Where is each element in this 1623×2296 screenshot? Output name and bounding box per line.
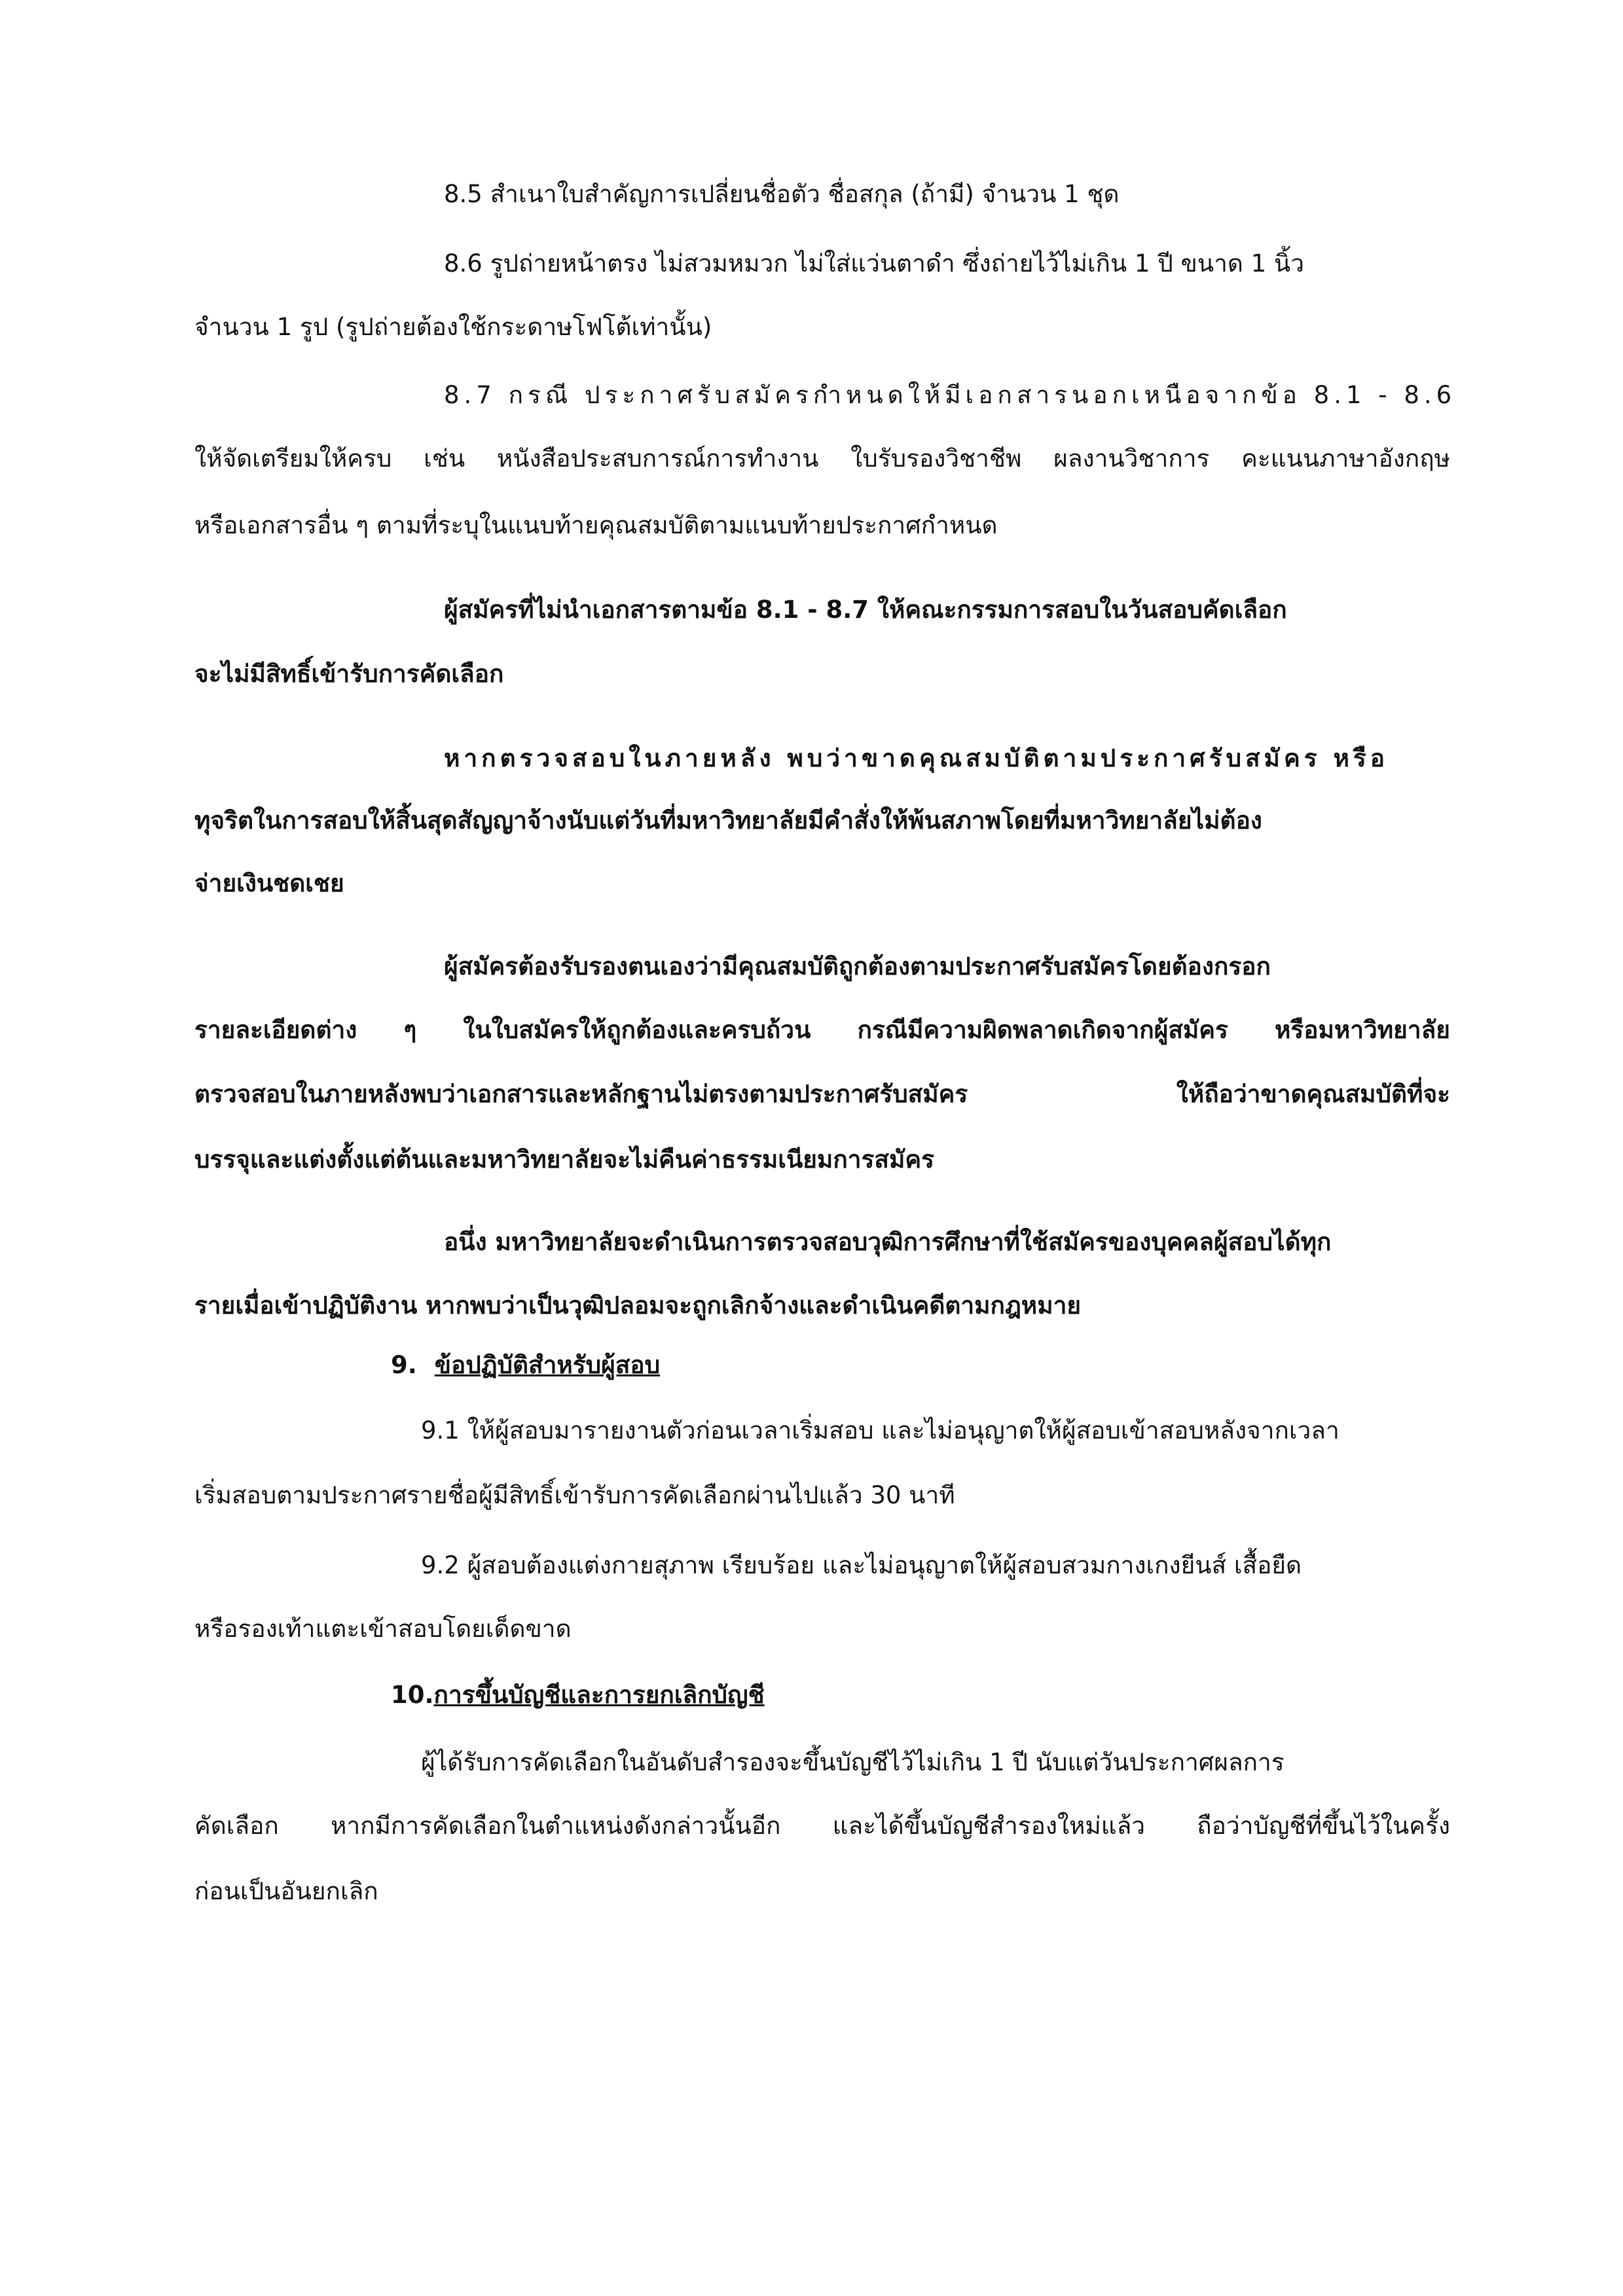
section-9-number: 9. <box>391 1351 417 1379</box>
item-9-2-line1: 9.2 ผู้สอบต้องแต่งกายสุภาพ เรียบร้อย และไม่อนุญาตให้ผู้สอบสวมกางเกงยีนส์ เสื้อยืด <box>421 1551 1302 1579</box>
item-8-6-line2: จำนวน 1 รูป (รูปถ่ายต้องใช้กระดาษโฟโต้เท่านั้น) <box>194 313 712 341</box>
notice-certify-line1: ผู้สมัครต้องรับรองตนเองว่ามีคุณสมบัติถูกต้องตามประกาศรับสมัครโดยต้องกรอก <box>444 952 1271 980</box>
item-8-6-line1: 8.6 รูปถ่ายหน้าตรง ไม่สวมหมวก ไม่ใส่แว่นตาดำ ซึ่งถ่ายไว้ไม่เกิน 1 ปี ขนาด 1 นิ้ว <box>444 249 1305 278</box>
section-10-number: 10. <box>391 1681 434 1709</box>
notice-disqualify-line2: ทุจริตในการสอบให้สิ้นสุดสัญญาจ้างนับแต่วันที่มหาวิทยาลัยมีคำสั่งให้พ้นสภาพโดยที่มหาวิทยาลัยไม่ต้อง <box>194 806 1262 834</box>
section-10-body-line2: คัดเลือก หากมีการคัดเลือกในตำแหน่งดังกล่าวนั้นอีก และได้ขึ้นบัญชีสำรองใหม่แล้ว ถือว่าบัญชีที่ขึ้นไว้ในครั้ง <box>194 1812 1450 1840</box>
notice-disqualify-line3: จ่ายเงินชดเชย <box>194 869 344 897</box>
notice-certify-line3: ตรวจสอบในภายหลังพบว่าเอกสารและหลักฐานไม่ตรงตามประกาศรับสมัคร ให้ถือว่าขาดคุณสมบัติที่จะ <box>194 1080 1450 1108</box>
section-10-body-line3: ก่อนเป็นอันยกเลิก <box>194 1877 378 1905</box>
item-8-7-line1: 8.7 กรณี ประกาศรับสมัครกำหนดให้มีเอกสารนอกเหนือจากข้อ 8.1 - 8.6 <box>444 381 1457 409</box>
section-10-title: การขึ้นบัญชีและการยกเลิกบัญชี <box>433 1681 765 1709</box>
item-8-7-line3: หรือเอกสารอื่น ๆ ตามที่ระบุในแนบท้ายคุณสมบัติตามแนบท้ายประกาศกำหนด <box>194 511 998 539</box>
item-9-2-line2: หรือรองเท้าแตะเข้าสอบโดยเด็ดขาด <box>194 1615 572 1643</box>
notice-degree-line1: อนึ่ง มหาวิทยาลัยจะดำเนินการตรวจสอบวุฒิการศึกษาที่ใช้สมัครของบุคคลผู้สอบได้ทุก <box>444 1228 1332 1256</box>
section-9-title: ข้อปฏิบัติสำหรับผู้สอบ <box>434 1351 661 1379</box>
notice-certify-line2: รายละเอียดต่าง ๆ ในใบสมัครให้ถูกต้องและครบถ้วน กรณีมีความผิดพลาดเกิดจากผู้สมัคร หรือมหาวิทยาลัย <box>194 1016 1450 1044</box>
section-10-heading <box>391 1676 765 1715</box>
notice-documents-line2: จะไม่มีสิทธิ์เข้ารับการคัดเลือก <box>194 660 504 688</box>
notice-degree-line2: รายเมื่อเข้าปฏิบัติงาน หากพบว่าเป็นวุฒิปลอมจะถูกเลิกจ้างและดำเนินคดีตามกฎหมาย <box>194 1291 1082 1319</box>
notice-documents-line1: ผู้สมัครที่ไม่นำเอกสารตามข้อ 8.1 - 8.7 ให้คณะกรรมการสอบในวันสอบคัดเลือก <box>444 596 1287 624</box>
item-9-1-line2: เริ่มสอบตามประกาศรายชื่อผู้มีสิทธิ์เข้ารับการคัดเลือกผ่านไปแล้ว 30 นาที <box>194 1481 955 1509</box>
item-8-7-line2: ให้จัดเตรียมให้ครบ เช่น หนังสือประสบการณ์การทำงาน ใบรับรองวิชาชีพ ผลงานวิชาการ คะแนนภาษาอังกฤษ <box>194 444 1450 473</box>
section-9-heading <box>391 1346 660 1385</box>
notice-certify-line4: บรรจุและแต่งตั้งแต่ต้นและมหาวิทยาลัยจะไม่คืนค่าธรรมเนียมการสมัคร <box>194 1145 934 1174</box>
item-9-1-line1: 9.1 ให้ผู้สอบมารายงานตัวก่อนเวลาเริ่มสอบ และไม่อนุญาตให้ผู้สอบเข้าสอบหลังจากเวลา <box>421 1416 1340 1444</box>
item-8-5: 8.5 สำเนาใบสำคัญการเปลี่ยนชื่อตัว ชื่อสกุล (ถ้ามี) จำนวน 1 ชุด <box>444 180 1120 208</box>
notice-disqualify-line1: หากตรวจสอบในภายหลัง พบว่าขาดคุณสมบัติตามประกาศรับสมัคร หรือ <box>444 744 1389 772</box>
section-10-body-line1: ผู้ได้รับการคัดเลือกในอันดับสำรองจะขึ้นบัญชีไว้ไม่เกิน 1 ปี นับแต่วันประกาศผลการ <box>421 1748 1285 1776</box>
